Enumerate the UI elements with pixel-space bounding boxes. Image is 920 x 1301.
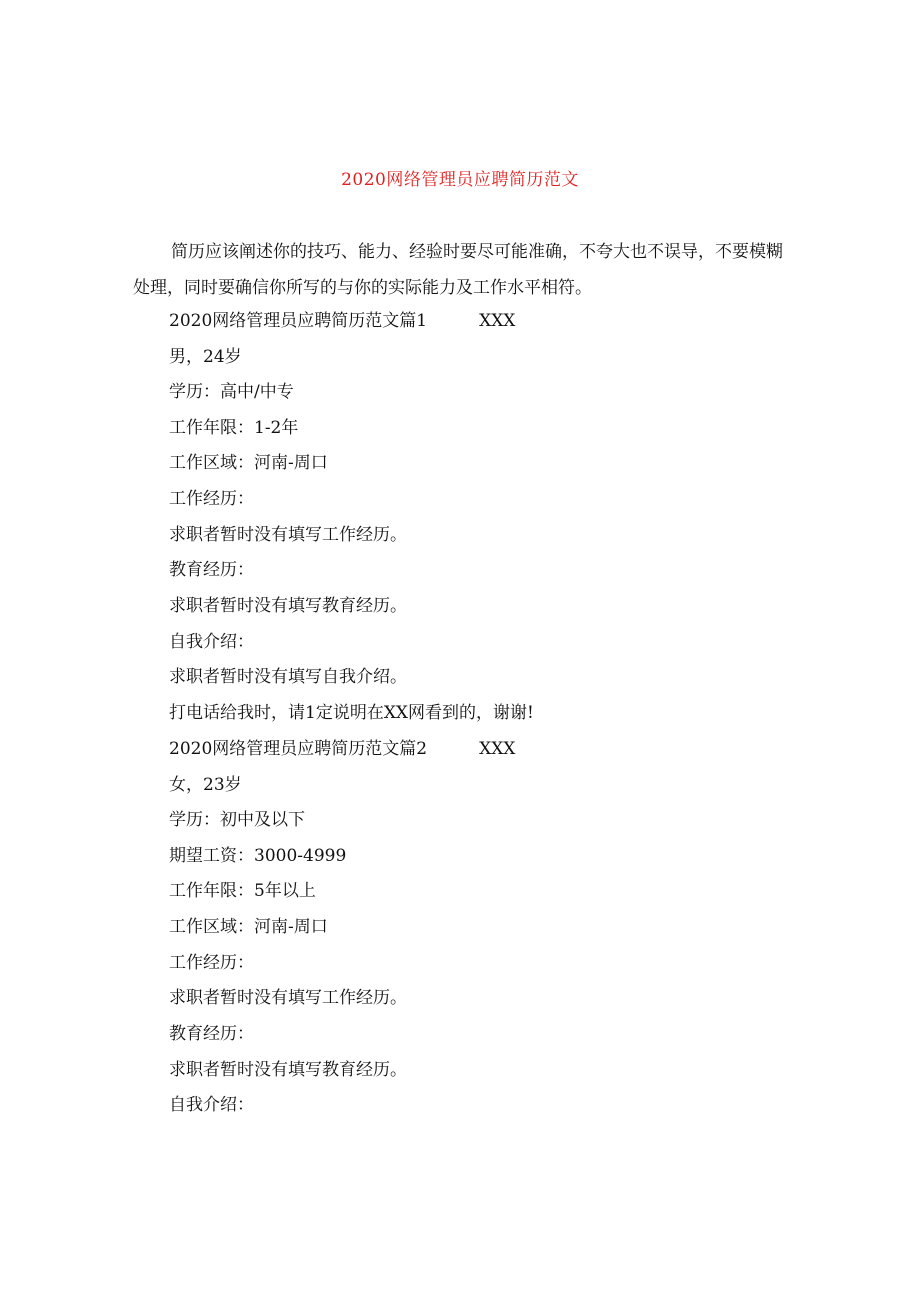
resume2-name: XXX [479, 739, 516, 759]
resume1-region: 工作区域：河南-周口 [169, 453, 328, 473]
resume2-self-label: 自我介绍： [169, 1095, 254, 1115]
resume1-gender-age: 男，24岁 [169, 347, 242, 367]
resume1-self-text: 求职者暂时没有填写自我介绍。 [169, 667, 407, 687]
resume1-name: XXX [479, 311, 516, 331]
resume2-heading-line [169, 738, 515, 760]
resume1-heading-line [169, 310, 515, 332]
resume2-work-text: 求职者暂时没有填写工作经历。 [169, 988, 407, 1008]
resume2-years: 工作年限：5年以上 [169, 881, 316, 901]
resume2-gender-age: 女，23岁 [169, 775, 242, 795]
resume1-edu-text: 求职者暂时没有填写教育经历。 [169, 596, 407, 616]
resume2-salary: 期望工资：3000-4999 [169, 846, 347, 866]
intro-paragraph: 简历应该阐述你的技巧、能力、经验时要尽可能准确，不夸大也不误导，不要模糊处理，同时要确信你所写的与你的实际能力及工作水平相符。 [133, 242, 783, 298]
document-title: 2020网络管理员应聘简历范文 [341, 170, 579, 190]
resume1-heading: 2020网络管理员应聘简历范文篇1 [169, 311, 428, 331]
resume2-work-label: 工作经历： [169, 953, 254, 973]
resume1-self-label: 自我介绍： [169, 632, 254, 652]
resume1-work-text: 求职者暂时没有填写工作经历。 [169, 525, 407, 545]
resume2-education: 学历：初中及以下 [169, 810, 305, 830]
resume1-education: 学历：高中/中专 [169, 382, 294, 402]
resume2-region: 工作区域：河南-周口 [169, 917, 328, 937]
resume1-work-label: 工作经历： [169, 489, 254, 509]
resume2-heading: 2020网络管理员应聘简历范文篇2 [169, 739, 428, 759]
resume1-call-note: 打电话给我时，请1定说明在XX网看到的，谢谢! [169, 703, 534, 723]
resume1-edu-label: 教育经历： [169, 560, 254, 580]
resume2-edu-label: 教育经历： [169, 1024, 254, 1044]
resume2-edu-text: 求职者暂时没有填写教育经历。 [169, 1060, 407, 1080]
resume1-years: 工作年限：1-2年 [169, 418, 299, 438]
